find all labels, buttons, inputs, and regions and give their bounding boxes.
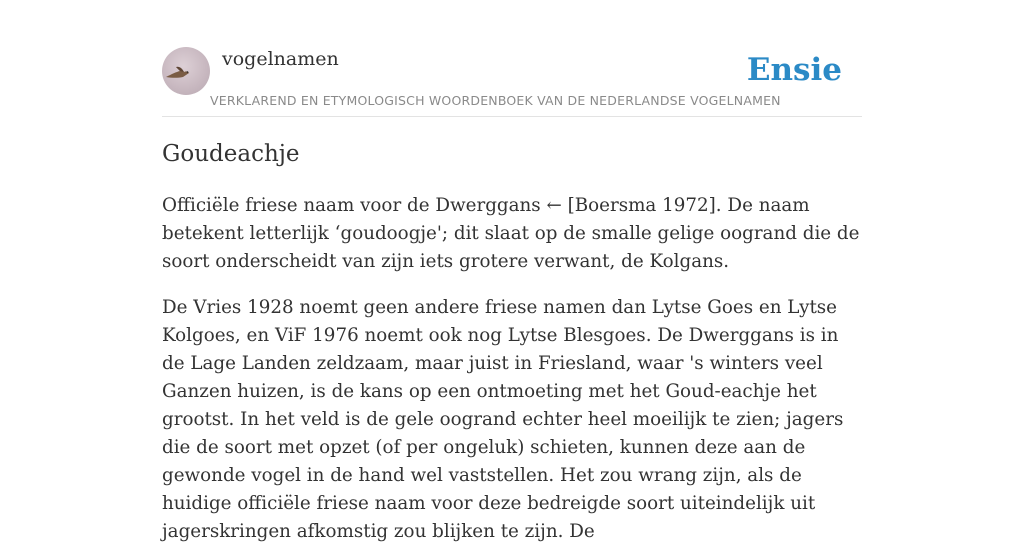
ensie-logo[interactable]: Ensie	[746, 52, 842, 88]
bird-silhouette-icon	[162, 47, 210, 95]
entry-content	[162, 136, 862, 546]
site-header	[162, 46, 862, 117]
bird-photo-icon[interactable]	[162, 47, 210, 95]
entry-paragraph-1: Officiële friese naam voor de Dwerggans ← [Boersma 1972]. De naam betekent letterlijk ‘goudoogje'; dit slaat op de smalle gelige oogrand die de soort onderscheidt van zijn iets grotere verwant, de Kolgans.	[162, 195, 860, 272]
entry-paragraph-2: De Vries 1928 noemt geen andere friese namen dan Lytse Goes en Lytse Kolgoes, en ViF 1976 noemt ook nog Lytse Blesgoes. De Dwerggans is in de Lage Landen zeldzaam, maar juist in Friesland, waar 's winters veel Ganzen huizen, is de kans op een ontmoeting met het Goud-eachje het grootst. In het veld is de gele oogrand echter heel moeilijk te zien; jagers die de soort met opzet (of per ongeluk) schieten, kunnen deze aan de gewonde vogel in de hand wel vaststellen. Het zou wrang zijn, als de huidige officiële friese naam voor deze bedreigde soort uiteindelijk uit jagerskringen afkomstig zou blijken te zijn. De	[162, 297, 844, 542]
entry-title: Goudeachje	[162, 141, 300, 167]
blog-tagline: VERKLAREND EN ETYMOLOGISCH WOORDENBOEK VAN DE NEDERLANDSE VOGELNAMEN	[210, 93, 781, 108]
blog-name[interactable]: vogelnamen	[222, 48, 339, 70]
